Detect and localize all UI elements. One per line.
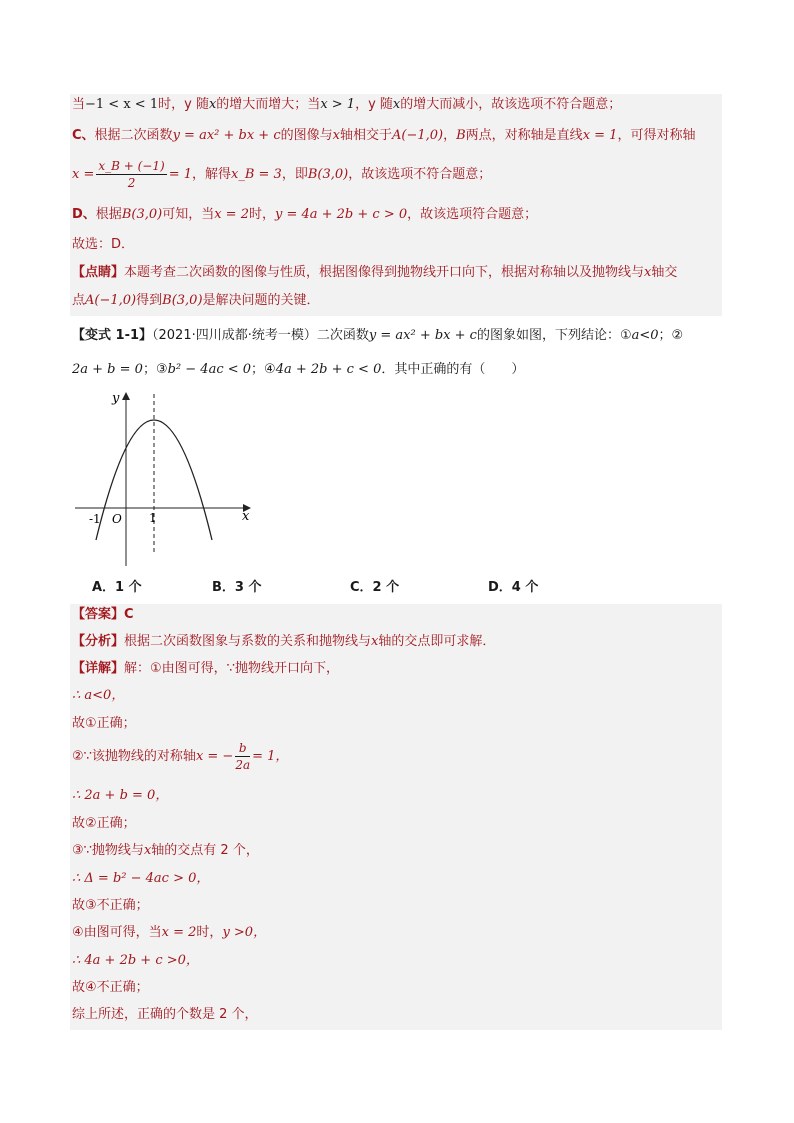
option-d: D．4 个 — [488, 580, 539, 595]
fraction: $\frac{b}{2a}$ — [235, 741, 251, 772]
option-b: B．3 个 — [212, 580, 262, 595]
option-d-analysis: D、根据B(3,0)可知，当x = 2时，y = 4a + 2b + c > 0，故该选项符合题意； — [72, 207, 538, 222]
choice-line: 故选：D． — [72, 237, 135, 252]
option-c-analysis: C、根据二次函数y = ax² + bx + c的图像与x轴相交于A(−1,0)，B两点，对称轴是直线x = 1，可得对称轴 — [72, 128, 696, 143]
step-line: ∴ Δ = b² − 4ac > 0， — [72, 871, 210, 886]
option-a: A．1 个 — [92, 580, 142, 595]
step-line: ∴ a<0， — [72, 688, 125, 703]
step-line: ③∵抛物线与x轴的交点有 2 个， — [72, 843, 259, 858]
step-line: 故③不正确； — [72, 898, 149, 913]
step-line: 故②正确； — [72, 816, 136, 831]
y-axis-arrow — [122, 392, 130, 400]
step-line: ∴ 4a + 2b + c >0， — [72, 953, 199, 968]
step-line: ∴ 2a + b = 0， — [72, 788, 169, 803]
step-line: 综上所述，正确的个数是 2 个， — [72, 1007, 258, 1022]
analysis-line: 【分析】根据二次函数图象与系数的关系和抛物线与x轴的交点即可求解． — [72, 634, 496, 649]
question-line-2: 2a + b = 0；③b² − 4ac < 0；④4a + 2b + c < 0．其中正确的有（ ） — [72, 362, 525, 377]
tick-label-neg1: -1 — [89, 512, 101, 526]
step-line: ④由图可得，当x = 2时，y >0， — [72, 925, 267, 940]
detail-line: 【详解】解：①由图可得，∵抛物线开口向下， — [72, 661, 339, 676]
parabola-graph — [70, 388, 260, 568]
fraction: $\frac{x\_B + (-1)}{2}$ — [98, 159, 165, 190]
step-line: 故①正确； — [72, 716, 136, 731]
comment-line-2: 点A(−1,0)得到B(3,0)是解决问题的关键． — [72, 293, 320, 308]
origin-label: O — [112, 512, 122, 526]
option-c: C．2 个 — [350, 580, 400, 595]
step-line: ②∵该抛物线的对称轴x = − $\frac{b}{2a}$ = 1， — [72, 741, 289, 772]
x-axis-label: x — [242, 509, 250, 524]
y-axis-label: y — [112, 391, 120, 406]
option-c-fraction-line: x = $\frac{x\_B + (-1)}{2}$ = 1，解得x_B = 3，即B(3,0)，故该选项不符合题意； — [72, 159, 492, 190]
question-line-1: 【变式 1-1】（2021·四川成都·统考一模）二次函数y = ax² + bx + c的图象如图，下列结论：①a<0；② — [72, 328, 684, 343]
comment-line-1: 【点睛】本题考查二次函数的图像与性质，根据图像得到抛物线开口向下，根据对称轴以及抛物线与x轴交 — [72, 265, 678, 280]
text-line: 当−1 < x < 1时，y 随x的增大而增大；当x > 1，y 随x的增大而减小，故该选项不符合题意； — [72, 97, 622, 112]
tick-label-1: 1 — [149, 511, 157, 525]
step-line: 故④不正确； — [72, 980, 149, 995]
answer-line: 【答案】C — [72, 607, 134, 622]
